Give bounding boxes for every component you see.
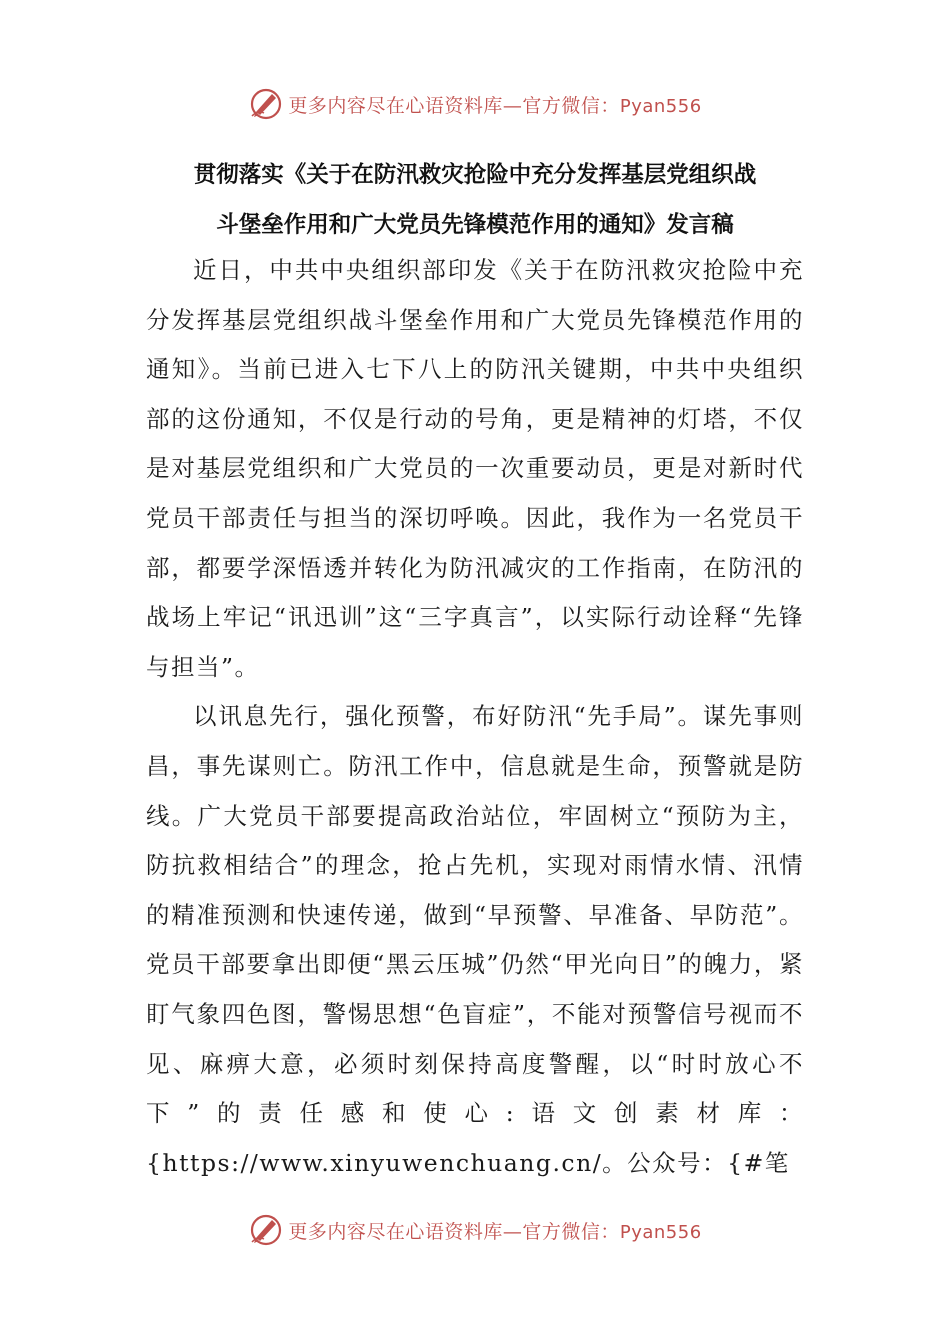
title-line-1: 贯彻落实《关于在防汛救灾抢险中充分发挥基层党组织战 bbox=[193, 162, 757, 188]
footer-wechat-id: Pyan556 bbox=[619, 1221, 702, 1243]
pen-logo-icon bbox=[248, 1212, 284, 1248]
header-banner bbox=[0, 84, 950, 124]
paragraph-2: 以讯息先行，强化预警，布好防汛“先手局”。谋先事则昌，事先谋则亡。防汛工作中，信息就是生命，预警就是防线。广大党员干部要提高政治站位，牢固树立“预防为主，防抗救相结合”的理念，抢占先机，实现对雨情水情、汛情的精准预测和快速传递，做到“早预警、早准备、早防范”。党员干部要拿出即便“黑云压城”仍然“甲光向日”的魄力，紧盯气象四色图，警惕思想“色盲症”，不能对预警信号视而不见、麻痹大意，必须时刻保持高度警醒，以“时时放心不下”的责任感和使心:语文创素材库：{https://www.xinyuwenchuang.cn/。公众号：{#笔 bbox=[146, 702, 804, 1177]
footer-banner bbox=[0, 1210, 950, 1250]
document-body bbox=[146, 246, 804, 1188]
footer-banner-text: 更多内容尽在心语资料库—官方微信：Pyan556 bbox=[288, 1220, 702, 1243]
header-wechat-id: Pyan556 bbox=[619, 95, 702, 117]
header-banner-text: 更多内容尽在心语资料库—官方微信：Pyan556 bbox=[288, 94, 702, 117]
pen-logo-icon bbox=[248, 86, 284, 122]
document-title bbox=[150, 150, 800, 250]
paragraph-1: 近日，中共中央组织部印发《关于在防汛救灾抢险中充分发挥基层党组织战斗堡垒作用和广大党员先锋模范作用的通知》。当前已进入七下八上的防汛关键期，中共中央组织部的这份通知，不仅是行动的号角，更是精神的灯塔，不仅是对基层党组织和广大党员的一次重要动员，更是对新时代党员干部责任与担当的深切呼唤。因此，我作为一名党员干部，都要学深悟透并转化为防汛减灾的工作指南，在防汛的战场上牢记“讯迅训”这“三字真言”，以实际行动诠释“先锋与担当”。 bbox=[146, 256, 804, 681]
title-line-2: 斗堡垒作用和广大党员先锋模范作用的通知》发言稿 bbox=[216, 212, 734, 238]
